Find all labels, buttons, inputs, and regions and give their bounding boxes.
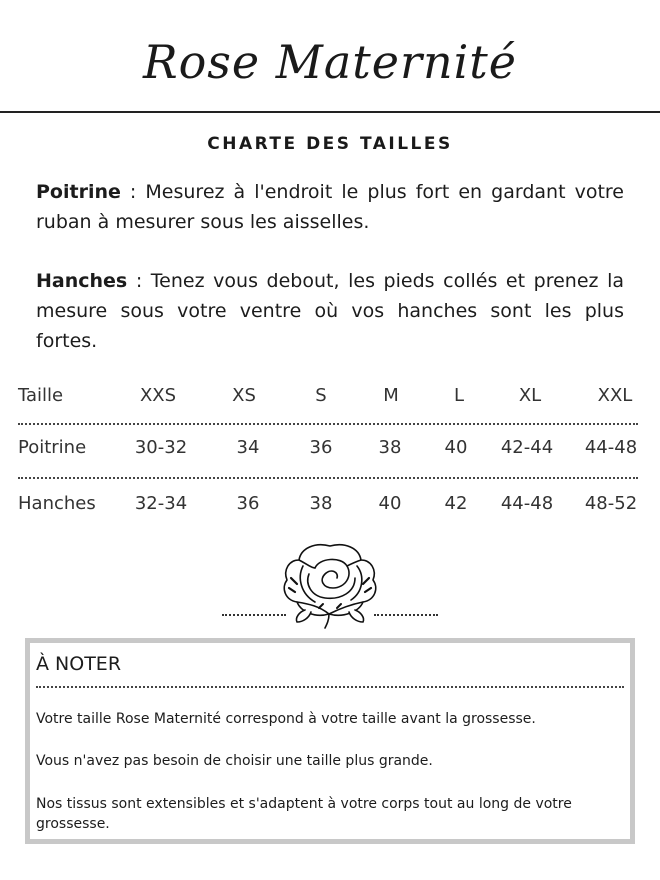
table-cell: 30-32 [134,437,188,458]
table-cell: 42-44 [500,437,554,458]
table-header-cell: XS [232,385,256,406]
page-title: CHARTE DES TAILLES [207,134,453,154]
hips-instruction [36,266,624,356]
brand-logo: Rose Maternité [142,35,518,89]
table-cell: 38 [378,437,402,458]
note-line: Vous n'avez pas besoin de choisir une taille plus grande. [36,753,433,769]
table-cell: 40 [444,437,468,458]
table-cell: 38 [309,493,333,514]
chest-instruction [36,177,624,237]
note-divider [36,686,624,688]
size-header-row [18,381,638,411]
decorative-dotted-line [374,614,438,616]
table-cell: 36 [236,493,260,514]
decorative-dotted-line [222,614,286,616]
size-table [18,381,638,531]
table-header-cell: M [383,385,399,406]
table-header-cell: Taille [18,385,64,406]
table-header-cell: S [315,385,327,406]
note-title: À NOTER [36,653,122,675]
table-cell: 40 [378,493,402,514]
table-header-cell: XXL [597,385,633,406]
table-header-cell: L [453,385,465,406]
header-divider [0,111,660,113]
hips-text: : Tenez vous debout, les pieds collés et prenez la mesure sous votre ventre où vos hanches sont les plus fortes. [36,270,624,352]
table-cell: 44-48 [500,493,554,514]
table-divider [18,423,638,425]
chest-text: : Mesurez à l'endroit le plus fort en gardant votre ruban à mesurer sous les aisselles. [36,181,624,233]
table-divider [18,477,638,479]
note-box [25,638,635,844]
table-cell: Hanches [18,493,96,514]
table-cell: 42 [444,493,468,514]
table-cell: 48-52 [584,493,638,514]
note-line: Nos tissus sont extensibles et s'adaptent à votre corps tout au long de votre grossesse. [36,796,572,832]
table-row [18,433,638,463]
table-cell: Poitrine [18,437,87,458]
table-cell: 32-34 [134,493,188,514]
table-header-cell: XXS [139,385,177,406]
table-cell: 34 [236,437,260,458]
table-header-cell: XL [518,385,542,406]
hips-term: Hanches [36,270,128,292]
rose-icon [275,538,385,630]
table-cell: 44-48 [584,437,638,458]
table-row [18,489,638,519]
table-cell: 36 [309,437,333,458]
chest-term: Poitrine [36,181,121,203]
note-line: Votre taille Rose Maternité correspond à votre taille avant la grossesse. [36,711,536,727]
